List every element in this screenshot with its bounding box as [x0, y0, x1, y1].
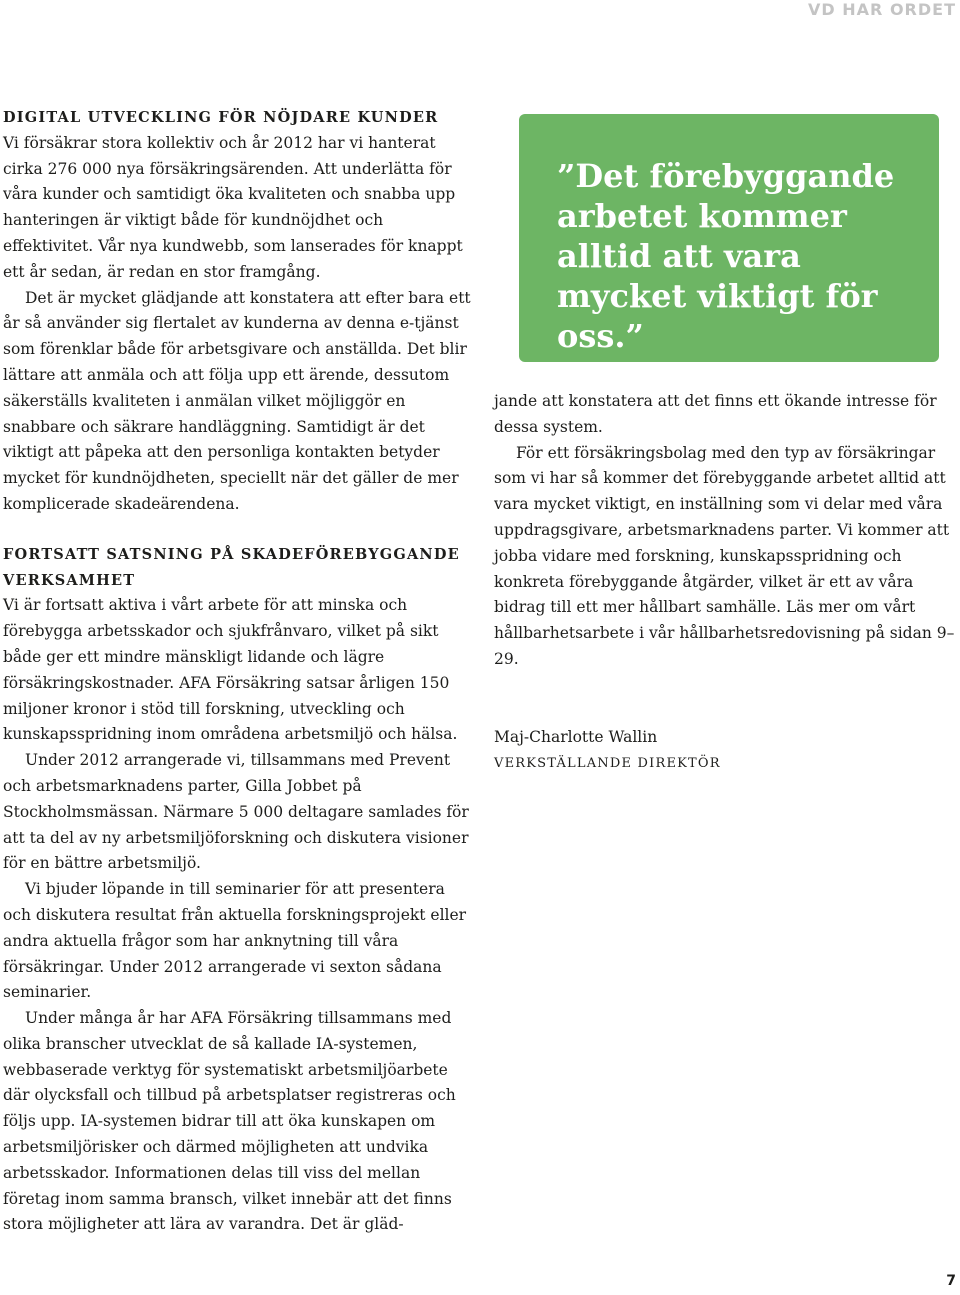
- paragraph-gilla-jobbet: Under 2012 arrangerade vi, tillsammans med Prevent och arbetsmarknadens parter, Gilla Jobbet på Stockholmsmässan. Närmare 5 000 deltagare samlades för att ta del av ny arbetsmiljöforskning och diskutera visioner för en bättre arbetsmiljö.: [3, 751, 469, 873]
- section-heading-prevention: FORTSATT SATSNING PÅ SKADEFÖREBYGGANDE VERKSAMHET: [3, 545, 460, 589]
- paragraph-continuation: jande att konstatera att det finns ett ökande intresse för dessa system.: [494, 392, 937, 436]
- left-column: [3, 105, 473, 1238]
- right-column: [494, 389, 960, 776]
- paragraph-prevention-intro: Vi är fortsatt aktiva i vårt arbete för att minska och förebygga arbetsskador och sjukfrånvaro, vilket på sikt både ger ett mindre mänskligt lidande och lägre försäkringskostnader. AFA Försäkring satsar årligen 150 miljoner kronor i stöd till forskning, utveckling och kunskapsspridning inom områdena arbetsmiljö och hälsa.: [3, 596, 458, 744]
- paragraph-seminars: Vi bjuder löpande in till seminarier för att presentera och diskutera resultat från aktuella forskningsprojekt eller andra aktuella frågor som har anknytning till våra försäkringar. Under 2012 arrangerade vi sexton sådana seminarier.: [3, 880, 467, 1002]
- section-spacer: [3, 518, 473, 542]
- paragraph-e-service: Det är mycket glädjande att konstatera att efter bara ett år så använder sig flertalet av kunderna av denna e-tjänst som förenklar både för arbetsgivare och anställda. Det blir lättare att anmäla och att följa upp ett ärende, dessutom säkerställs kvaliteten i anmälan vilket möjliggör en snabbare och säkrare handläggning. Samtidigt är det viktigt att påpeka att den personliga kontakten betyder mycket för kundnöjdheten, speciellt när det gäller de mer komplicerade skadeärendena.: [3, 288, 471, 513]
- paragraph-digital-intro: Vi försäkrar stora kollektiv och år 2012 har vi hanterat cirka 276 000 nya försäkringsärenden. Att underlätta för våra kunder och samtidigt öka kvaliteten och snabba upp hanteringen är viktigt både för kundnöjdhet och effektivitet. Vår nya kundwebb, som lanserades för knappt ett år sedan, är redan en stor framgång.: [3, 133, 463, 281]
- page-number: 7: [946, 1273, 956, 1289]
- section-heading-digital: DIGITAL UTVECKLING FÖR NÖJDARE KUNDER: [3, 109, 439, 126]
- pull-quote-text: ”Det förebyggande arbetet kommer alltid att vara mycket viktigt för oss.”: [557, 157, 895, 355]
- signature-name: Maj-Charlotte Wallin: [494, 727, 658, 746]
- paragraph-prevention-importance: För ett försäkringsbolag med den typ av försäkringar som vi har så kommer det förebyggande arbetet alltid att vara mycket viktigt, en inställning som vi delar med våra uppdragsgivare, arbetsmarknadens parter. Vi kommer att jobba vidare med forskning, kunskapsspridning och konkreta förebyggande åtgärder, vilket är ett av våra bidrag till ett mer hållbart samhälle. Läs mer om vårt hållbarhetsarbete i vår hållbarhetsredovisning på sidan 9–29.: [494, 443, 955, 668]
- section-header: VD HAR ORDET: [808, 0, 956, 19]
- paragraph-ia-systems: Under många år har AFA Försäkring tillsammans med olika branscher utvecklat de så kallade IA-systemen, webbaserade verktyg för systematiskt arbetsmiljöarbete där olycksfall och tillbud på arbetsplatser registreras och följs upp. IA-systemen bidrar till att öka kunskapen om arbetsmiljörisker och därmed möjligheten att undvika arbetsskador. Informationen delas till viss del mellan företag inom samma bransch, vilket innebär att det finns stora möjligheter att lära av varandra. Det är gläd-: [3, 1009, 456, 1234]
- signature-title: VERKSTÄLLANDE DIREKTÖR: [494, 755, 721, 771]
- pull-quote-box: [519, 114, 939, 362]
